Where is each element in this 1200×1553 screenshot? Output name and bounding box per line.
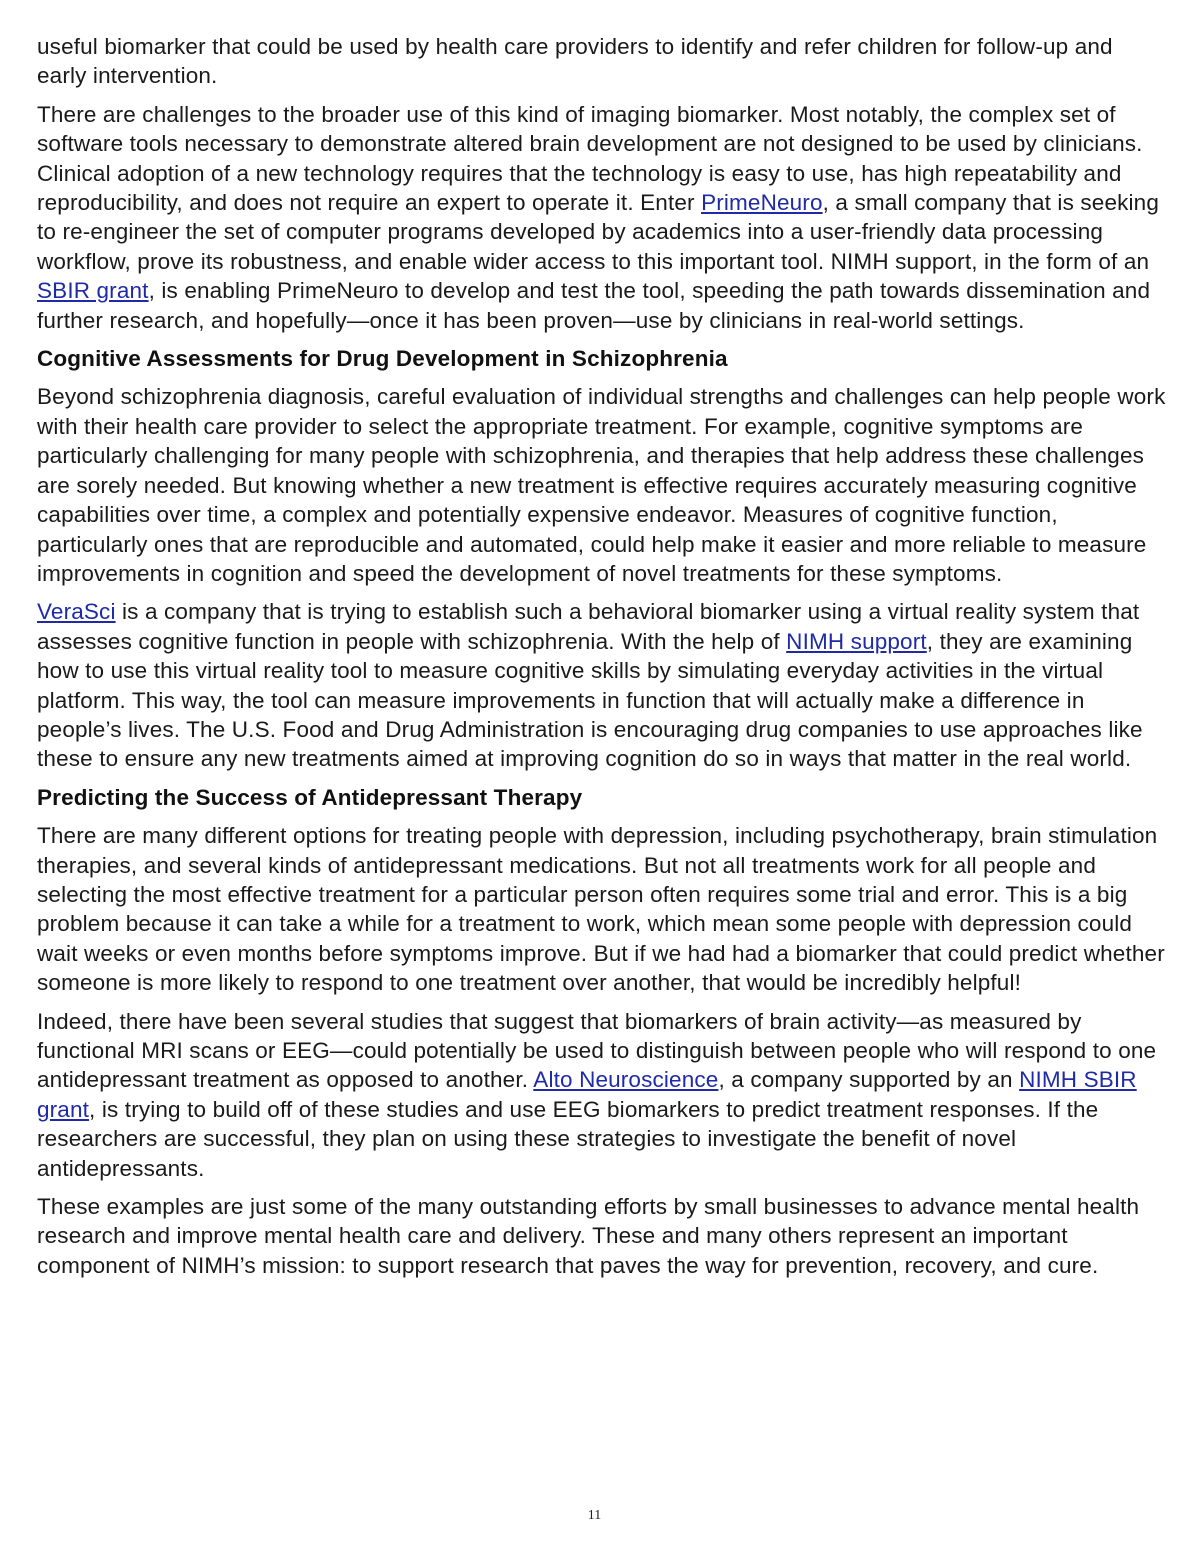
text-segment: , is enabling PrimeNeuro to develop and test the tool, speeding the path towards dissemination and further research, and hopefully—once it has been proven—use by clinicians in real-world settings. — [37, 278, 1151, 333]
paragraph-primeneuro — [37, 100, 1167, 335]
primeneuro-link[interactable]: PrimeNeuro — [701, 190, 823, 216]
text-segment: is a company that is trying to establish such a behavioral biomarker using a virtual reality system that assesses cognitive function in people with schizophrenia. With the help of — [37, 599, 1140, 654]
text-segment: , a company supported by an — [718, 1067, 1020, 1093]
paragraph-alto-neuroscience — [37, 1007, 1167, 1183]
text-segment: , is trying to build off of these studies and use EEG biomarkers to predict treatment responses. If the researchers are successful, they plan on using these strategies to investigate the benefit of novel antidepressants. — [37, 1096, 1099, 1181]
section-heading-antidepressant: Predicting the Success of Antidepressant Therapy — [37, 784, 583, 810]
paragraph-conclusion: These examples are just some of the many outstanding efforts by small businesses to advance mental health research and improve mental health care and delivery. These and many others represent an important component of NIMH’s mission: to support research that paves the way for prevention, recovery, and cure. — [37, 1194, 1140, 1278]
page-number: 11 — [587, 1508, 602, 1523]
paragraph-verasci — [37, 597, 1167, 773]
paragraph-intro-continuation: useful biomarker that could be used by health care providers to identify and refer children for follow-up and early intervention. — [37, 34, 1113, 89]
text-segment: , a small company that is seeking to re-engineer the set of computer programs developed by academics into a user-friendly data processing workflow, prove its robustness, and enable wider access to this important tool. NIMH support, in the form of an — [37, 190, 1159, 274]
section-heading-schizophrenia: Cognitive Assessments for Drug Development in Schizophrenia — [37, 346, 728, 372]
document-page — [37, 32, 1167, 1289]
paragraph-depression-options: There are many different options for treating people with depression, including psychotherapy, brain stimulation therapies, and several kinds of antidepressant medications. But not all treatments work for all people and selecting the most effective treatment for a particular person often requires some trial and error. This is a big problem because it can take a while for a treatment to work, which mean some people with depression could wait weeks or even months before symptoms improve. But if we had had a biomarker that could predict whether someone is more likely to respond to one treatment over another, that would be incredibly helpful! — [37, 823, 1165, 996]
alto-neuroscience-link[interactable]: Alto Neuroscience — [533, 1067, 719, 1093]
text-segment: There are challenges to the broader use of this kind of imaging biomarker. Most notably, the complex set of software tools necessary to demonstrate altered brain development are not designed to be used by clinicians. Clinical adoption of a new technology requires that the technology is easy to use, has high repeatability and reproducibility, and does not require an expert to operate it. Enter — [37, 101, 1143, 216]
sbir-grant-link[interactable]: SBIR grant — [37, 278, 149, 304]
paragraph-cognitive-assessment: Beyond schizophrenia diagnosis, careful evaluation of individual strengths and challenges can help people work with their health care provider to select the appropriate treatment. For example, cognitive symptoms are particularly challenging for many people with schizophrenia, and therapies that help address these challenges are sorely needed. But knowing whether a new treatment is effective requires accurately measuring cognitive capabilities over time, a complex and potentially expensive endeavor. Measures of cognitive function, particularly ones that are reproducible and automated, could help make it easier and more reliable to measure improvements in cognition and speed the development of novel treatments for these symptoms. — [37, 384, 1166, 586]
text-segment: , they are examining how to use this virtual reality tool to measure cognitive skills by simulating everyday activities in the virtual platform. This way, the tool can measure improvements in function that will actually make a difference in people’s lives. The U.S. Food and Drug Administration is encouraging drug companies to use approaches like these to ensure any new treatments aimed at improving cognition do so in ways that matter in the real world. — [37, 628, 1143, 772]
nimh-support-link[interactable]: NIMH support — [786, 628, 927, 654]
nimh-sbir-grant-link[interactable]: NIMH SBIR grant — [37, 1067, 1137, 1122]
verasci-link[interactable]: VeraSci — [37, 599, 116, 625]
text-segment: Indeed, there have been several studies that suggest that biomarkers of brain activity—as measured by functional MRI scans or EEG—could potentially be used to distinguish between people who will respond to one antidepressant treatment as opposed to another. — [37, 1008, 1157, 1093]
